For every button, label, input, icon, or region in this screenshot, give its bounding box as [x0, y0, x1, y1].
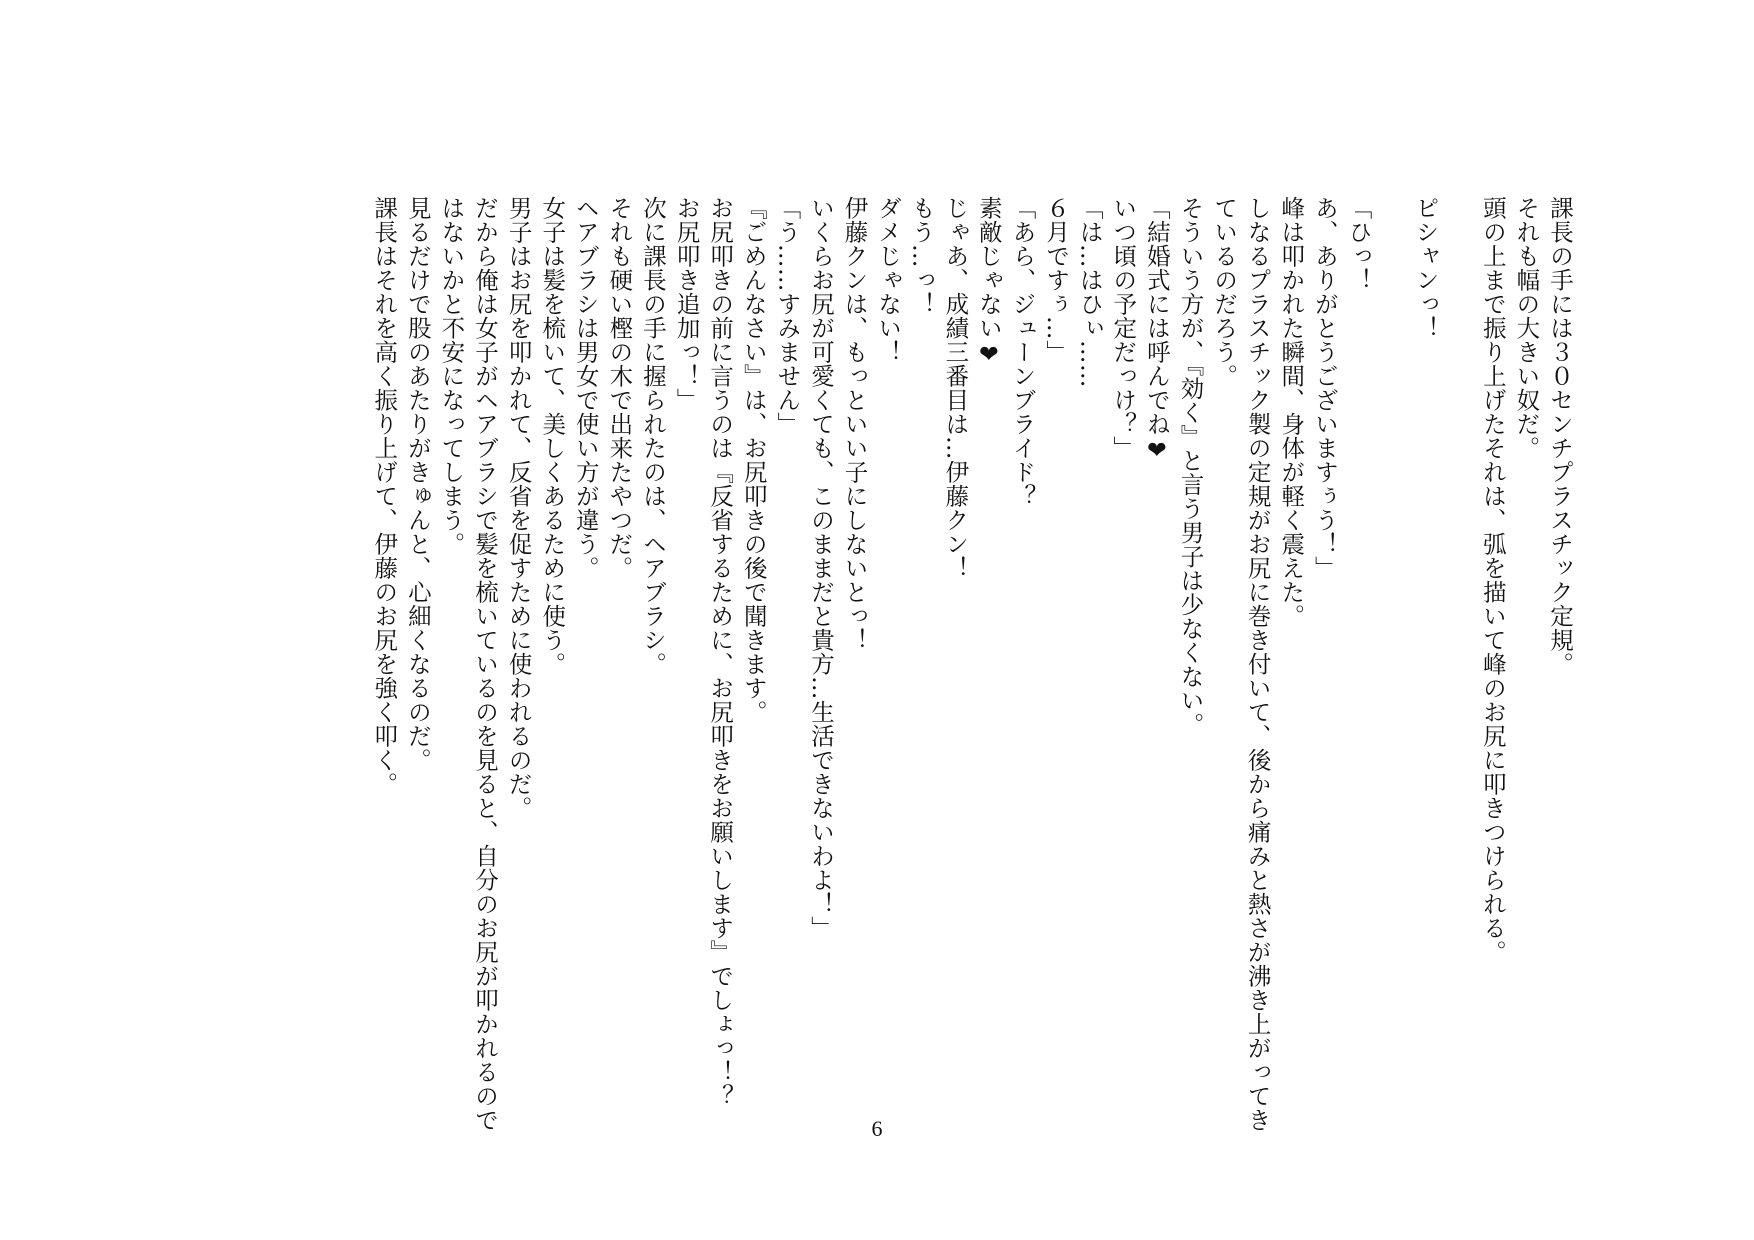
- text-line: 見るだけで股のあたりがきゅんと、心細くなるのだ。: [403, 196, 432, 772]
- text-line: ヘアブラシは男女で使い方が違う。: [571, 196, 600, 580]
- text-line: いつ頃の予定だっけ？」: [1109, 196, 1138, 460]
- text-line: 課長の手には３０センチプラスチック定規。: [1546, 196, 1574, 676]
- vertical-text-block: [176, 196, 1576, 1132]
- text-line: そういう方が、『効く』と言う男子は少なくない。: [1176, 196, 1205, 737]
- text-line: 頭の上まで振り上げたそれは、弧を描いて峰のお尻に叩きつけられる。: [1478, 196, 1507, 964]
- text-line: あ、ありがとうございますぅう！」: [1310, 196, 1339, 580]
- text-line: それも硬い樫の木で出来たやつだ。: [605, 196, 634, 580]
- text-line: 「結婚式には呼んでね❤: [1142, 196, 1171, 465]
- text-line: はないかと不安になってしまう。: [437, 196, 466, 556]
- text-line: それも幅の大きい奴だ。: [1512, 196, 1541, 460]
- text-line: 課長はそれを高く振り上げて、伊藤のお尻を強く叩く。: [370, 196, 399, 796]
- text-line: 男子はお尻を叩かれて、反省を促すために使われるのだ。: [504, 196, 533, 820]
- blank-line: [1374, 196, 1408, 1096]
- text-line: 「は…はひぃ……: [1075, 196, 1104, 388]
- page-number: 6: [871, 1116, 883, 1141]
- text-line: 女子は髪を梳いて、美しくあるために使う。: [538, 196, 567, 676]
- text-line: ６月ですぅ…」: [1042, 196, 1071, 364]
- text-line: お尻叩き追加っ！」: [672, 196, 701, 412]
- text-line: ダメじゃない！: [874, 196, 903, 364]
- text-line: 峰は叩かれた瞬間、身体が軽く震えた。: [1277, 196, 1306, 628]
- text-line: 『ごめんなさい』は、お尻叩きの後で聞きます。: [739, 196, 768, 724]
- text-line: もう…っ！: [907, 196, 936, 316]
- text-line: 次に課長の手に握られたのは、ヘアブラシ。: [638, 196, 667, 676]
- text-line: だから俺は女子がヘアブラシで髪を梳いているのを見ると、自分のお尻が叩かれるので: [471, 196, 499, 1132]
- text-line: 素敵じゃない❤: [974, 196, 1003, 369]
- text-line: いくらお尻が可愛くても、このままだと貴方…生活できないわよ！」: [806, 196, 835, 940]
- text-line: 「あら、ジューンブライド？: [1008, 196, 1037, 508]
- text-line: お尻叩きの前に言うのは『反省するために、お尻叩きをお願いします』でしょっ！？: [706, 196, 735, 1108]
- text-line: じゃあ、成績三番目は…伊藤クン！: [941, 196, 970, 580]
- text-line: ピシャンっ！: [1411, 196, 1440, 340]
- text-line: 「ひっ！: [1344, 196, 1373, 292]
- text-line: 「う……すみません」: [773, 196, 802, 436]
- text-line: 伊藤クンは、もっといい子にしないとっ！: [840, 196, 869, 652]
- text-line: ているのだろう。: [1210, 196, 1239, 388]
- text-line: しなるプラスチック製の定規がお尻に巻き付いて、後から痛みと熱さが沸き上がってき: [1243, 196, 1272, 1132]
- blank-line: [1442, 196, 1476, 1096]
